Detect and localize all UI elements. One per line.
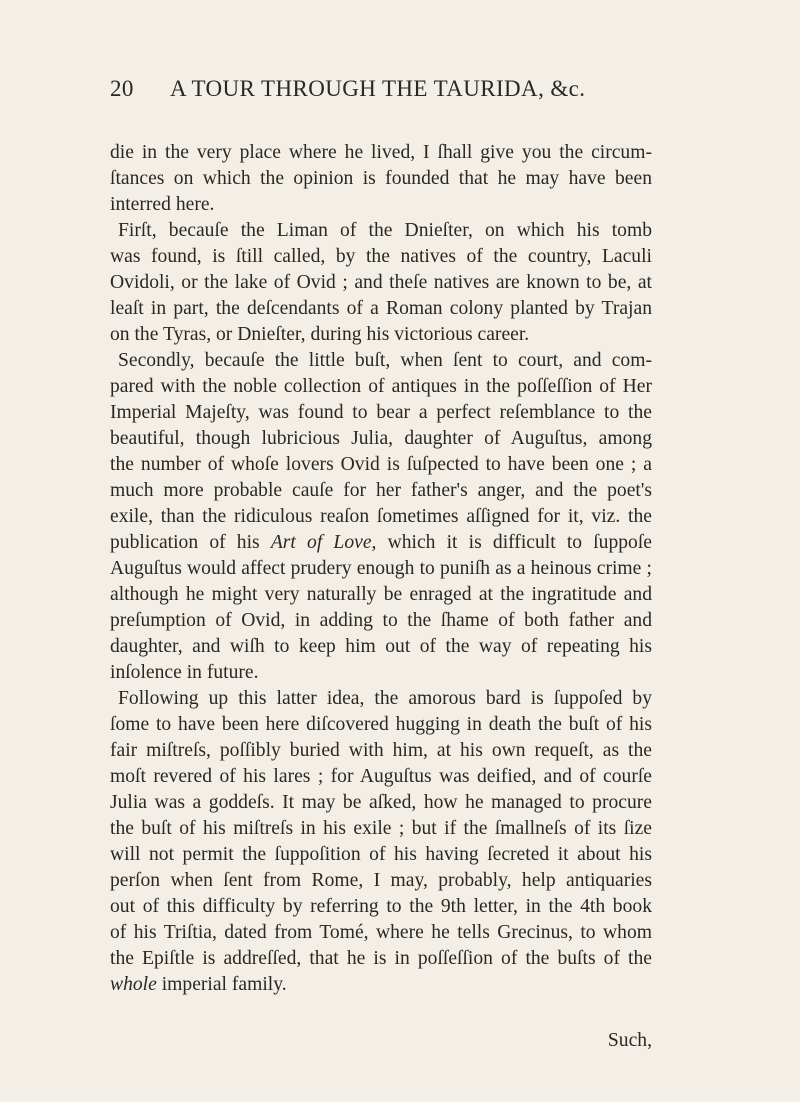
text-line: Imperial Majeſty, was found to bear a perfect reſemblance to the: [110, 402, 652, 423]
text-line: exile, than the ridiculous reaſon ſometimes aſſigned for it, viz. the: [110, 506, 652, 527]
text-line: the Epiſtle is addreſſed, that he is in poſſeſſion of the buſts of the: [110, 948, 652, 969]
text-line: moſt revered of his lares ; for Auguſtus was deified, and of courſe: [110, 766, 652, 787]
text-line: out of this difficulty by referring to the 9th letter, in the 4th book: [110, 896, 652, 917]
text-line: die in the very place where he lived, I ſhall give you the circum-: [110, 142, 652, 163]
text-line: Ovidoli, or the lake of Ovid ; and theſe natives are known to be, at: [110, 272, 652, 293]
emphasis-italic: whole: [110, 974, 157, 995]
text-line: leaſt in part, the deſcendants of a Roman colony planted by Trajan: [110, 298, 652, 319]
text-line: interred here.: [110, 194, 215, 215]
text-line: fair miſtreſs, poſſibly buried with him, at his own requeſt, as the: [110, 740, 652, 761]
catchword: Such,: [607, 1030, 652, 1051]
text-line: ſtances on which the opinion is founded that he may have been: [110, 168, 652, 189]
text-line: pared with the noble collection of antiques in the poſſeſſion of Her: [110, 376, 652, 397]
text-line: much more probable cauſe for her father's anger, and the poet's: [110, 480, 652, 501]
text-line-with-italic: [110, 972, 652, 998]
text-line: was found, is ſtill called, by the natives of the country, Laculi: [110, 246, 652, 267]
text-line: daughter, and wiſh to keep him out of the way of repeating his: [110, 636, 652, 657]
text-line: beautiful, though lubricious Julia, daughter of Auguſtus, among: [110, 428, 652, 449]
text-line: preſumption of Ovid, in adding to the ſhame of both father and: [110, 610, 652, 631]
text-line: perſon when ſent from Rome, I may, probably, help antiquaries: [110, 870, 652, 891]
text-line: will not permit the ſuppoſition of his having ſecreted it about his: [110, 844, 652, 865]
text-line: Secondly, becauſe the little buſt, when ſent to court, and com-: [118, 350, 652, 371]
text-line: Firſt, becauſe the Liman of the Dnieſter, on which his tomb: [118, 220, 652, 241]
text-line: the buſt of his miſtreſs in his exile ; but if the ſmallneſs of its ſize: [110, 818, 652, 839]
book-title-italic: Art of Love: [270, 532, 372, 553]
page-number: 20: [110, 76, 134, 101]
text-line-with-italic: [110, 530, 652, 556]
text-line: Following up this latter idea, the amorous bard is ſuppoſed by: [118, 688, 652, 709]
text-segment: publication of his: [110, 532, 271, 553]
text-line: inſolence in future.: [110, 662, 259, 683]
text-segment: imperial family.: [156, 974, 287, 995]
text-segment: , which it is difficult to ſuppoſe: [371, 532, 652, 553]
running-head: [110, 76, 670, 102]
text-line: the number of whoſe lovers Ovid is ſuſpected to have been one ; a: [110, 454, 652, 475]
text-line: of his Triſtia, dated from Tomé, where he tells Grecinus, to whom: [110, 922, 652, 943]
text-line: on the Tyras, or Dnieſter, during his victorious career.: [110, 324, 530, 345]
text-line: Auguſtus would affect prudery enough to puniſh as a heinous crime ;: [110, 558, 652, 579]
running-title: A TOUR THROUGH THE TAURIDA, &c.: [170, 76, 586, 101]
text-line: although he might very naturally be enraged at the ingratitude and: [110, 584, 652, 605]
text-line: Julia was a goddeſs. It may be aſked, how he managed to procure: [110, 792, 652, 813]
text-line: ſome to have been here diſcovered hugging in death the buſt of his: [110, 714, 652, 735]
